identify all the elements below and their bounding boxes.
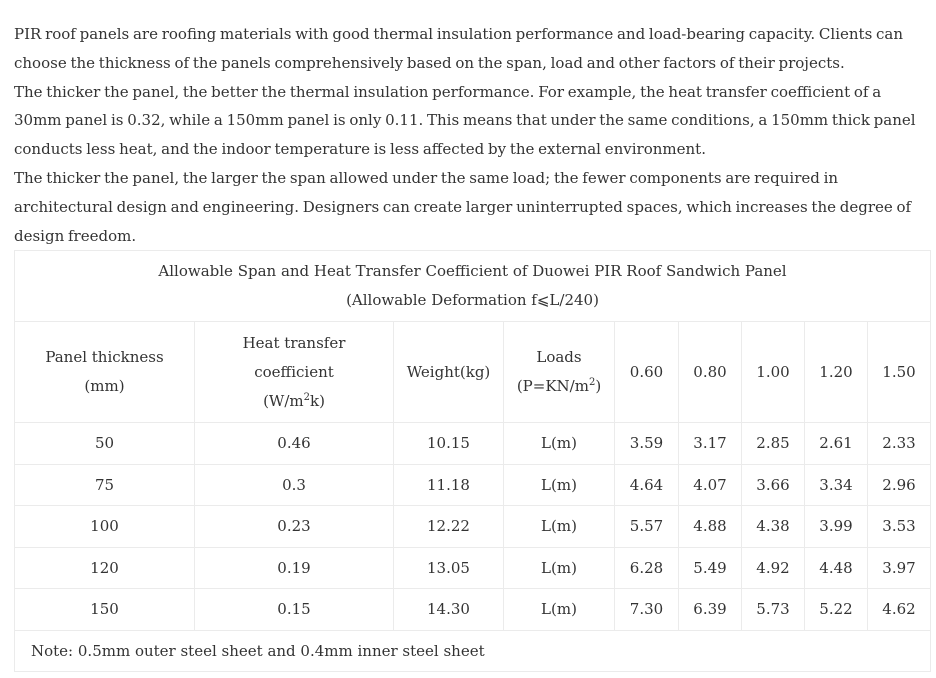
table-row bbox=[15, 547, 931, 589]
cell-span: 4.92 bbox=[742, 547, 805, 589]
cell-span: 6.28 bbox=[615, 547, 679, 589]
header-loads-unit-suffix: ) bbox=[595, 377, 602, 395]
cell-span: 3.17 bbox=[679, 423, 742, 465]
cell-span: 7.30 bbox=[615, 589, 679, 631]
cell-span: 5.22 bbox=[805, 589, 868, 631]
intro-paragraph: The thicker the panel, the better the thermal insulation performance. For example, the heat transfer coefficient of a 30mm panel is 0.32, while a 150mm panel is only 0.11. This means that under the same conditions, a 150mm thick panel conducts less heat, and the indoor temperature is less affected by the external environment. bbox=[14, 82, 916, 159]
header-htc-unit-sup: 2 bbox=[303, 391, 310, 403]
cell-weight: 11.18 bbox=[394, 464, 504, 506]
cell-htc: 0.15 bbox=[195, 589, 394, 631]
header-thickness-label: Panel thickness bbox=[45, 348, 164, 366]
cell-span: 4.07 bbox=[679, 464, 742, 506]
cell-span: 2.33 bbox=[868, 423, 931, 465]
cell-htc: 0.3 bbox=[195, 464, 394, 506]
cell-thickness: 50 bbox=[15, 423, 195, 465]
cell-span: 3.34 bbox=[805, 464, 868, 506]
header-htc-unit-prefix: (W/m bbox=[263, 391, 304, 410]
cell-span: 2.96 bbox=[868, 464, 931, 506]
header-loads-unit-prefix: (P=KN/m bbox=[516, 377, 589, 395]
cell-htc: 0.23 bbox=[195, 506, 394, 548]
table-row bbox=[15, 423, 931, 465]
header-loads-label: Loads bbox=[536, 348, 582, 366]
cell-unit: L(m) bbox=[504, 423, 615, 465]
header-load-value: 1.20 bbox=[805, 322, 868, 423]
cell-span: 4.64 bbox=[615, 464, 679, 506]
header-htc bbox=[195, 322, 394, 423]
cell-span: 3.97 bbox=[868, 547, 931, 589]
cell-span: 3.53 bbox=[868, 506, 931, 548]
span-table bbox=[14, 250, 931, 672]
cell-span: 2.85 bbox=[742, 423, 805, 465]
intro-paragraph: PIR roof panels are roofing materials with good thermal insulation performance and load-bearing capacity. Clients can choose the thickness of the panels comprehensively based on the span, load and other factors of their projects. bbox=[14, 25, 904, 72]
table-row bbox=[15, 464, 931, 506]
table-note: Note: 0.5mm outer steel sheet and 0.4mm inner steel sheet bbox=[15, 630, 931, 671]
header-load-value: 1.00 bbox=[742, 322, 805, 423]
cell-htc: 0.19 bbox=[195, 547, 394, 589]
table-row bbox=[15, 506, 931, 548]
cell-weight: 13.05 bbox=[394, 547, 504, 589]
cell-unit: L(m) bbox=[504, 589, 615, 631]
cell-span: 2.61 bbox=[805, 423, 868, 465]
cell-span: 5.73 bbox=[742, 589, 805, 631]
cell-thickness: 100 bbox=[15, 506, 195, 548]
header-loads bbox=[504, 322, 615, 423]
intro-paragraph: The thicker the panel, the larger the span allowed under the same load; the fewer components are required in architectural design and engineering. Designers can create larger uninterrupted spaces, which increases the degree of design freedom. bbox=[14, 168, 912, 245]
cell-span: 3.59 bbox=[615, 423, 679, 465]
cell-unit: L(m) bbox=[504, 506, 615, 548]
cell-thickness: 120 bbox=[15, 547, 195, 589]
table-header-row bbox=[15, 322, 931, 423]
table-title: Allowable Span and Heat Transfer Coefficient of Duowei PIR Roof Sandwich Panel bbox=[158, 262, 787, 280]
cell-span: 4.62 bbox=[868, 589, 931, 631]
cell-span: 3.99 bbox=[805, 506, 868, 548]
header-thickness bbox=[15, 322, 195, 423]
cell-thickness: 150 bbox=[15, 589, 195, 631]
cell-weight: 10.15 bbox=[394, 423, 504, 465]
cell-span: 5.57 bbox=[615, 506, 679, 548]
intro-text bbox=[14, 20, 930, 250]
cell-span: 4.48 bbox=[805, 547, 868, 589]
header-weight: Weight(kg) bbox=[394, 322, 504, 423]
table-caption bbox=[15, 251, 931, 322]
header-loads-unit-sup: 2 bbox=[588, 377, 596, 388]
header-htc-label-2: coefficient bbox=[254, 362, 334, 381]
cell-weight: 12.22 bbox=[394, 506, 504, 548]
cell-span: 4.38 bbox=[742, 506, 805, 548]
header-thickness-unit: (mm) bbox=[84, 377, 125, 395]
cell-span: 6.39 bbox=[679, 589, 742, 631]
header-htc-unit bbox=[195, 387, 393, 416]
cell-span: 5.49 bbox=[679, 547, 742, 589]
cell-unit: L(m) bbox=[504, 464, 615, 506]
cell-unit: L(m) bbox=[504, 547, 615, 589]
header-load-value: 0.60 bbox=[615, 322, 679, 423]
cell-thickness: 75 bbox=[15, 464, 195, 506]
header-htc-label-1: Heat transfer bbox=[242, 333, 346, 352]
header-load-value: 1.50 bbox=[868, 322, 931, 423]
cell-span: 4.88 bbox=[679, 506, 742, 548]
cell-htc: 0.46 bbox=[195, 423, 394, 465]
cell-span: 3.66 bbox=[742, 464, 805, 506]
table-subtitle: (Allowable Deformation f⩽L/240) bbox=[346, 291, 599, 309]
header-htc-unit-suffix: k) bbox=[309, 391, 325, 410]
header-load-value: 0.80 bbox=[679, 322, 742, 423]
cell-weight: 14.30 bbox=[394, 589, 504, 631]
header-loads-unit bbox=[504, 372, 614, 401]
table-row bbox=[15, 589, 931, 631]
